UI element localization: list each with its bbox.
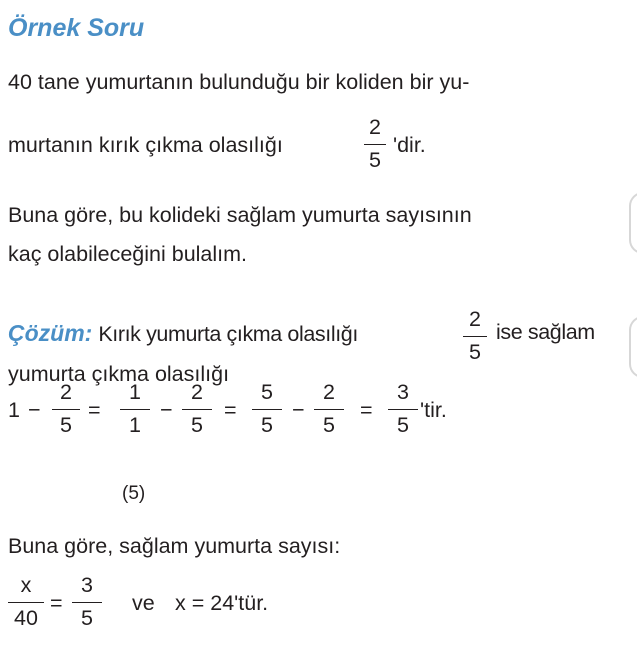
eq-equals-1: =: [88, 398, 101, 422]
fraction-numerator: 5: [261, 380, 273, 404]
fraction-denominator: 5: [469, 339, 481, 364]
conclusion-result: x = 24'tür.: [175, 591, 269, 615]
fraction-bar: [364, 144, 386, 145]
fraction-bar: [8, 602, 44, 603]
eq-fraction-4: [252, 382, 282, 436]
fraction-bar: [120, 409, 150, 410]
eq-fraction-2: [120, 382, 150, 436]
eq-fraction-5: [314, 382, 344, 436]
fraction-numerator: 2: [191, 380, 203, 404]
solution-text: Kırık yumurta çıkma olasılığı: [98, 322, 358, 346]
page-edge-mark: [629, 316, 637, 378]
fraction-numerator: 2: [469, 307, 481, 331]
fraction-bar: [388, 409, 418, 410]
example-heading: Örnek Soru: [8, 14, 145, 42]
eq-suffix: 'tir.: [420, 398, 447, 422]
fraction-denominator: 5: [191, 412, 203, 437]
fraction-numerator: 1: [129, 380, 141, 404]
conclusion-and: ve: [132, 591, 155, 615]
fraction-denominator: 40: [14, 605, 38, 630]
conclusion-fraction-1: [8, 575, 44, 629]
fraction-bar: [182, 409, 212, 410]
question-fraction: [364, 117, 386, 171]
fraction-bar: [252, 409, 282, 410]
fraction-denominator: 5: [261, 412, 273, 437]
solution-label: Çözüm:: [8, 320, 93, 346]
solution-line-1-suffix: ise sağlam: [496, 320, 595, 344]
fraction-numerator: 2: [60, 380, 72, 404]
question-line-1: 40 tane yumurtanın bulunduğu bir koliden bir yu-: [8, 70, 470, 94]
fraction-denominator: 5: [323, 412, 335, 437]
eq-equals-2: =: [224, 398, 237, 422]
conclusion-fraction-2: [72, 575, 102, 629]
solution-fraction: [463, 309, 487, 363]
fraction-bar: [52, 409, 80, 410]
fraction-numerator: 3: [81, 573, 93, 597]
fraction-denominator: 5: [369, 147, 381, 172]
question-line-2-suffix: 'dir.: [393, 133, 426, 157]
fraction-numerator: 2: [323, 380, 335, 404]
eq-fraction-3: [182, 382, 212, 436]
page-edge-mark: [629, 192, 637, 254]
eq-one: 1: [8, 398, 20, 422]
fraction-numerator: 2: [369, 115, 381, 139]
conclusion-equals: =: [50, 591, 63, 615]
eq-fraction-1: [52, 382, 80, 436]
fraction-bar: [463, 336, 487, 337]
eq-minus-1: −: [28, 398, 41, 422]
eq-equals-3: =: [360, 398, 373, 422]
question-line-2: murtanın kırık çıkma olasılığı: [8, 133, 283, 157]
fraction-bar: [72, 602, 102, 603]
eq-multiplier: (5): [122, 483, 146, 504]
fraction-denominator: 1: [129, 412, 141, 437]
fraction-denominator: 5: [81, 605, 93, 630]
question-line-4: kaç olabileceğini bulalım.: [8, 242, 248, 266]
solution-line-1: [8, 322, 358, 346]
fraction-bar: [314, 409, 344, 410]
fraction-denominator: 5: [397, 412, 409, 437]
fraction-numerator: x: [20, 573, 32, 597]
fraction-denominator: 5: [60, 412, 72, 437]
eq-fraction-6: [388, 382, 418, 436]
fraction-numerator: 3: [397, 380, 409, 404]
question-line-3: Buna göre, bu kolideki sağlam yumurta sayısının: [8, 203, 472, 227]
solution-line-2: yumurta çıkma olasılığı: [8, 362, 230, 386]
eq-minus-2: −: [160, 398, 173, 422]
eq-minus-3: −: [292, 398, 305, 422]
conclusion-line: Buna göre, sağlam yumurta sayısı:: [8, 534, 341, 558]
